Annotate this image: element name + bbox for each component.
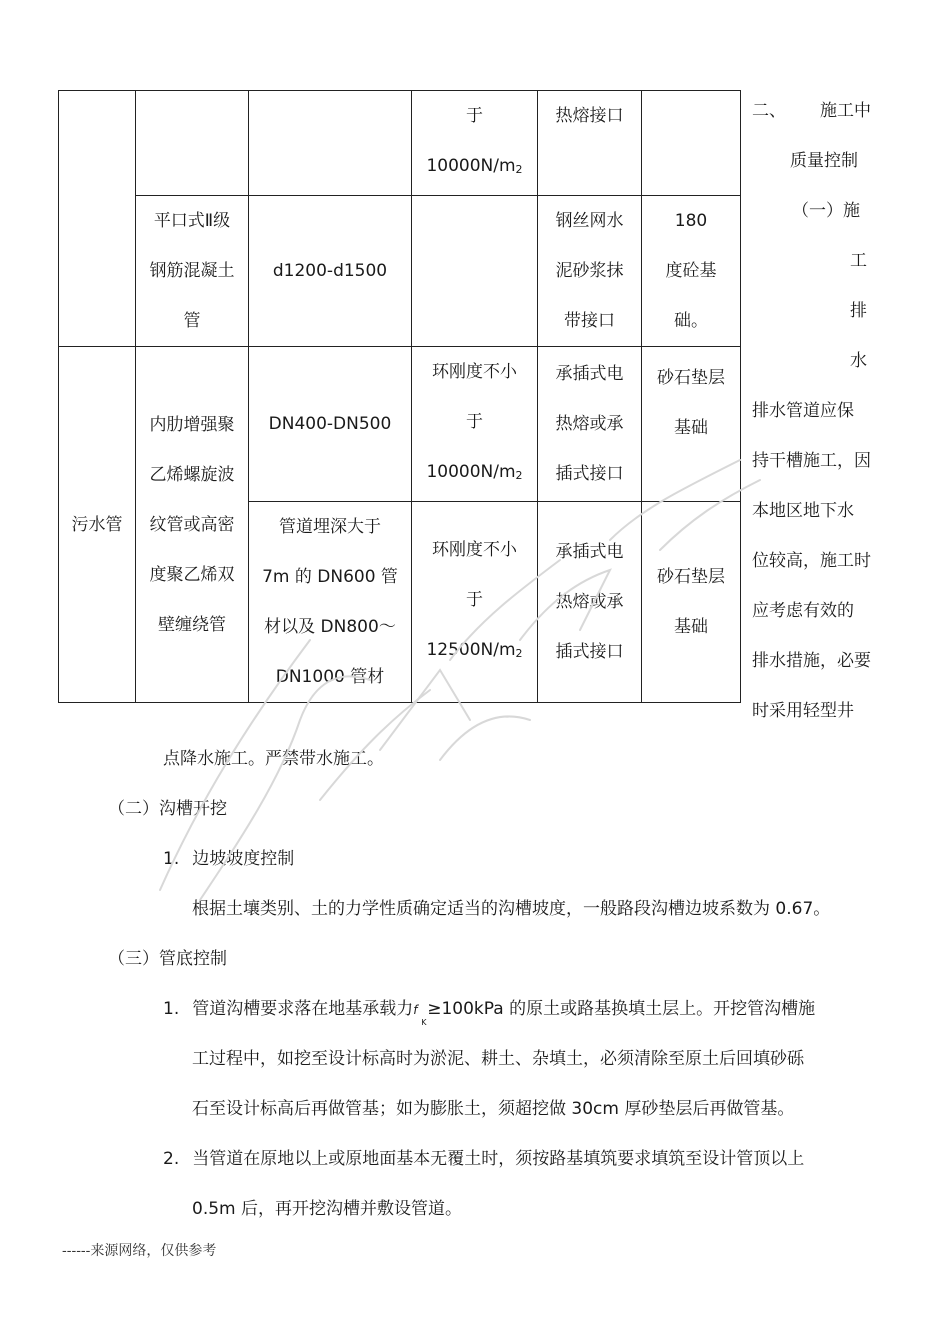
list-item: 1. 边坡坡度控制: [163, 849, 295, 869]
cell-line: $10000N/m_2$: [426, 156, 523, 176]
section-heading: （三）管底控制: [108, 949, 227, 969]
cell-line: 纹管或高密: [149, 514, 235, 535]
cell-line: 度砼基: [665, 261, 717, 281]
cell-line: 平口式Ⅱ级: [153, 211, 231, 231]
cell-line: 管道埋深大于: [279, 517, 381, 537]
cell-line: $10000N/m_2$: [426, 462, 523, 482]
paragraph-line: 石至设计标高后再做管基；如为膨胀土，须超挖做 30cm 厚砂垫层后再做管基。: [192, 1099, 795, 1119]
cell-line: 环刚度不小: [432, 362, 517, 382]
footer-note: ------来源网络，仅供参考: [62, 1243, 217, 1259]
paragraph-line: 根据土壤类别、土的力学性质确定适当的沟槽坡度，一般路段沟槽边坡系数为 0.67。: [192, 899, 831, 919]
cell-line: 于: [466, 412, 483, 432]
paragraph-line: 排水措施，必要: [752, 651, 871, 671]
cell-line: 基础: [674, 617, 708, 637]
paragraph-line: 时采用轻型井: [752, 701, 854, 721]
paragraph-line: 位较高，施工时: [752, 551, 871, 571]
table-cell: [412, 196, 538, 347]
paragraph-line: 应考虑有效的: [752, 601, 854, 621]
table-cell: [412, 91, 538, 196]
section-heading: 二、 施工中: [752, 101, 871, 121]
table-cell: [59, 347, 136, 703]
table-cell: [538, 196, 642, 347]
table-cell: [642, 196, 741, 347]
cell-line: 180: [674, 211, 708, 231]
cell-line: 于: [466, 106, 483, 126]
cell-line: 插式接口: [555, 464, 624, 484]
table-cell: [412, 502, 538, 703]
list-item: 2. 当管道在原地以上或原地面基本无覆土时，须按路基填筑要求填筑至设计管顶以上: [163, 1149, 805, 1169]
table-cell: [59, 91, 136, 347]
list-item: 1. 管道沟槽要求落在地基承载力f K ≥100kPa 的原土或路基换填土层上。开挖管沟槽施: [163, 984, 815, 1035]
paragraph-line: 工过程中，如挖至设计标高时为淤泥、耕土、杂填土，必须清除至原土后回填砂砾: [192, 1049, 804, 1069]
cell-line: 内肋增强聚: [149, 414, 235, 435]
cell-line: 泥砂浆抹: [555, 261, 624, 281]
subsection-heading: （一）施: [792, 201, 860, 221]
subsection-char: 水: [850, 351, 867, 371]
cell-line: 砂石垫层: [657, 567, 725, 587]
table-cell: [249, 91, 412, 196]
cell-line: 热熔或承: [555, 592, 624, 612]
table-cell: [642, 502, 741, 703]
table-cell: [538, 502, 642, 703]
subsection-char: 工: [850, 251, 867, 271]
table-cell: [538, 91, 642, 196]
paragraph-line: 点降水施工。严禁带水施工。: [163, 749, 384, 769]
cell-line: 度聚乙烯双: [149, 564, 235, 585]
cell-line: 污水管: [71, 514, 123, 535]
cell-line: 7m 的 DN600 管: [262, 567, 398, 587]
pipe-spec-table: [58, 90, 741, 703]
table-row: [59, 91, 741, 196]
cell-line: 承插式电: [555, 364, 624, 384]
cell-line: $12500N/m_2$: [426, 640, 523, 660]
paragraph-line: 排水管道应保: [752, 401, 854, 421]
paragraph-line: 持干槽施工，因: [752, 451, 871, 471]
cell-line: DN400-DN500: [268, 414, 392, 434]
table-cell: [412, 347, 538, 502]
paragraph-line: 本地区地下水: [752, 501, 854, 521]
table-cell: [136, 91, 249, 196]
cell-line: 热熔接口: [555, 106, 624, 126]
cell-line: 带接口: [564, 311, 615, 331]
cell-line: 热熔或承: [555, 414, 624, 434]
cell-line: 环刚度不小: [432, 540, 517, 560]
side-column: [752, 86, 887, 736]
table-cell: [249, 196, 412, 347]
cell-line: 基础: [674, 418, 708, 438]
cell-line: 管: [183, 311, 201, 331]
table-cell: [642, 347, 741, 502]
table-cell: [249, 502, 412, 703]
table-cell: [642, 91, 741, 196]
cell-line: 钢筋混凝土: [149, 261, 235, 281]
section-heading-cont: 质量控制: [790, 151, 858, 171]
cell-line: 承插式电: [555, 542, 624, 562]
cell-line: 材以及 DN800～: [264, 617, 396, 637]
table-cell: [136, 196, 249, 347]
paragraph-line: 0.5m 后，再开挖沟槽并敷设管道。: [192, 1199, 462, 1219]
table-cell: [136, 347, 249, 703]
cell-line: 插式接口: [555, 642, 624, 662]
cell-line: 壁缠绕管: [158, 614, 226, 635]
subsection-char: 排: [850, 301, 867, 321]
table-row: [59, 347, 741, 502]
cell-line: 于: [466, 590, 483, 610]
cell-line: DN1000 管材: [275, 667, 385, 687]
section-heading: （二）沟槽开挖: [108, 799, 227, 819]
cell-line: 础。: [674, 311, 708, 331]
cell-line: 乙烯螺旋波: [149, 464, 235, 485]
table-cell: [249, 347, 412, 502]
cell-line: d1200-d1500: [272, 261, 388, 281]
table-row: [59, 196, 741, 347]
cell-line: 砂石垫层: [657, 368, 725, 388]
cell-line: 钢丝网水: [555, 211, 624, 231]
formula-fk: f K: [413, 1003, 427, 1027]
table-cell: [538, 347, 642, 502]
